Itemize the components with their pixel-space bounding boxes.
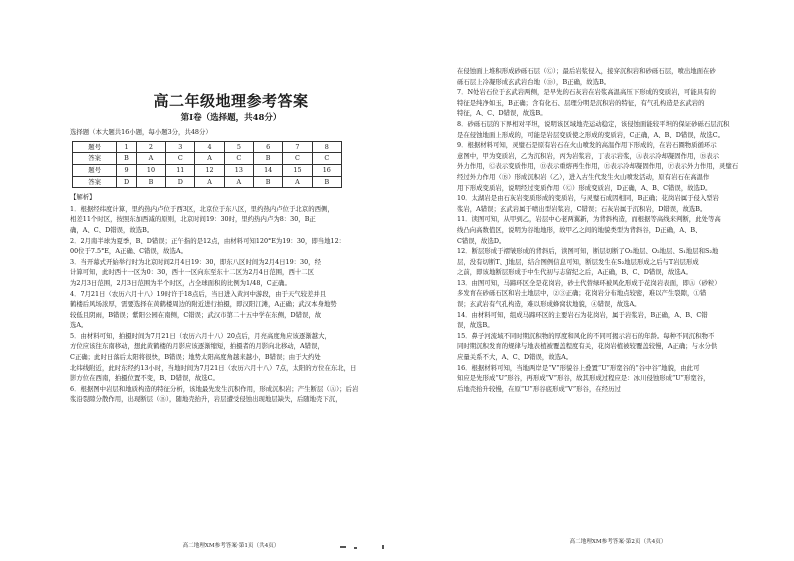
explanation-heading: 【解析】 xyxy=(70,193,96,202)
explanation-line: 较低且阴雨，B错误；紫阳公园在南侧，C错误；武汉市第二十五中学在东侧，D错误，故 xyxy=(70,310,322,319)
explanation-line: 浆岩，A错误；玄武岩属于喷出型岩浆岩，C错误；石灰岩属于沉积岩，D错误，故选B。 xyxy=(457,204,707,213)
table-cell: A xyxy=(195,153,224,165)
explanation-line: 意图中，甲为变质岩，乙为沉积岩，丙为岩浆岩，丁表示岩浆，Ⓐ表示冷却凝固作用，Ⓑ表示 xyxy=(457,151,720,160)
explanation-line: 在侵蚀面上堆积形成砂砾石层（Ⓒ）；最后岩浆侵入，接穿沉积岩和砂砾石层，喷出地面在砂 xyxy=(457,67,716,75)
table-cell: C xyxy=(283,153,312,165)
table-row xyxy=(73,164,342,176)
table-cell: A xyxy=(136,153,165,165)
explanation-line: 知应是先形成“U”形谷，再形成“V”形谷，故其形成过程应是：冰川侵蚀形成“U”形宽谷， xyxy=(457,374,710,383)
table-cell: 8 xyxy=(312,141,341,153)
table-row xyxy=(73,153,342,165)
explanation-line: 12．断层形成于褶皱形成的背斜后，读图可知，断层切断了O₂地层、O₂地层、S₁地层和S₂地 xyxy=(457,247,719,256)
table-cell: B xyxy=(254,176,283,188)
section-note: 选择题（本大题共16小题，每小题3分，共48分） xyxy=(70,128,212,137)
explanation-line: 误，故选B。 xyxy=(457,321,494,330)
explanation-line: 00位于7.5°E，A正确、C错误，故选A。 xyxy=(70,247,187,256)
table-cell: D xyxy=(117,176,137,188)
page-title: 高二年级地理参考答案 xyxy=(153,92,309,110)
explanation-line: 方位应该往东南移动，想此黄鹤楼的月影应该逐渐缩短，拍摄者的月影向北移动，A错误， xyxy=(70,342,324,351)
table-cell: 13 xyxy=(224,164,253,176)
explanation-line: 选A。 xyxy=(70,321,88,330)
explanation-line: 层，没有切断T、J地层，结合图例信息可知，断层发生在S₂地层形成之后与T岩层形成 xyxy=(457,257,699,266)
table-cell: C xyxy=(224,153,253,165)
table-cell: B xyxy=(117,153,137,165)
explanation-line: C正确；此时日落后太阳将很快，B错误；地势太阳高度角越来越小，B错误；由于大约处 xyxy=(70,353,321,362)
explanation-list-left xyxy=(70,204,392,405)
explanation-line: 13．由图可知，马蹄环区全是花岗岩，砂土代替绿环被风化形成于花岗岩表面，即Ⓐ（砂粒） xyxy=(457,278,721,287)
table-cell: 11 xyxy=(166,164,195,176)
explanation-line: 5．由材料可知，拍摄时间为7月21日（农历六月十八）20点后，月亮高度角应该逐渐越大， xyxy=(70,331,331,340)
explanation-line: 确，A、C、D错误，故选B。 xyxy=(70,225,154,234)
explanation-line: 经过外力作用（Ⓑ）形成沉积岩（乙），进入古生代发生火山喷发活动，原有岩石在高温作 xyxy=(457,172,710,181)
explanation-line: 多发育在砂砾石区和岩土地层中，②③正确；花岗岩分布地点较密，难以产生裂隙，①错 xyxy=(457,289,707,298)
explanation-line: 是在侵蚀地面上形成的，可能是岩层变质使之形成的变质岩，C正确，A、B、D错误，故选C。 xyxy=(457,130,725,139)
explanation-line: 误；玄武岩有气孔构造，难以形成蜂窝状地貌，④错误，故选A。 xyxy=(457,300,641,309)
explanation-line: 4．7月21日（农历六月十八）19时许于18点后，当日进入黄河中游段，由于天气较差并且 xyxy=(70,289,327,298)
explanation-line: 用下形成变质岩，说明经过变质作用（Ⓒ）形成变质岩，D正确，A、B、C错误，故选D。 xyxy=(457,183,712,192)
explanation-line: 后地壳抬升较慢，在原“U”形谷底形成“V”形谷，在经历过 xyxy=(457,384,621,393)
section-subtitle: 第Ⅰ卷（选择题，共48分） xyxy=(180,112,282,123)
table-cell: D xyxy=(166,176,195,188)
explanation-line: 9．根据材料可知，灵璧石是原有岩石在火山喷发的高温作用下形成的，在岩石圈物质循环示 xyxy=(457,141,717,150)
explanation-line: 15．鼻子河流域不同时期沉积物的厚度和风化的不同可揭示岩石的年龄。每种不同沉积物不 xyxy=(457,331,715,340)
scan-mark xyxy=(382,545,384,549)
table-cell: 2 xyxy=(136,141,165,153)
explanation-line: 特征是纯净如玉，B正确；含有化石、层理分明是沉积岩的特征，有气孔构造是玄武岩的 xyxy=(457,98,705,107)
table-cell: 1 xyxy=(117,141,137,153)
explanation-line: 16．根据材料可知，当地两岸是“V”形貌谷上叠置“U”形宽谷的“谷中谷”地貌，由此可 xyxy=(457,363,700,372)
explanation-line: 北纬线附近，此时东经约13小时，当地时间为7月21日（农历六月十八）7点，太阳的方位在东北，日 xyxy=(70,363,357,372)
table-cell: 答案 xyxy=(73,153,117,165)
explanation-line: 特征，A、C、D错误，故选B。 xyxy=(457,109,547,118)
explanation-line: 相差11个时区，按照东加西减的原则，北京时间19：30时，里约热内卢为8：30，B正 xyxy=(70,215,316,224)
explanation-line: 鹤楼后风场浓厚，需要选择在黄鹤楼周边的附近进行拍摄，即汉阳江滩，A正确；武汉本身地势 xyxy=(70,300,337,309)
explanation-line: 6．根据图中岩层和地质构造的特征分析，该地最先发生沉积作用，形成沉积岩；产生断层（Ⓐ）；后岩 xyxy=(70,384,359,393)
table-cell: C xyxy=(166,153,195,165)
table-cell: 题号 xyxy=(73,164,117,176)
table-cell: 10 xyxy=(136,164,165,176)
table-cell: 16 xyxy=(312,164,341,176)
table-cell: B xyxy=(254,153,283,165)
table-cell: 题号 xyxy=(73,141,117,153)
answer-table xyxy=(72,141,342,188)
table-cell: 5 xyxy=(224,141,253,153)
table-cell: 9 xyxy=(117,164,137,176)
explanation-line: 14．由材料可知，组成马蹄环区的主要岩石为花岗岩，属于岩浆岩，B正确，A、B、C错 xyxy=(457,310,708,319)
table-cell: 7 xyxy=(283,141,312,153)
table-cell: 4 xyxy=(195,141,224,153)
table-cell: B xyxy=(136,176,165,188)
explanation-line: 外力作用，Ⓒ表示变质作用，Ⓓ表示重熔再生作用，Ⓔ表示冷却凝固作用，Ⓕ表示外力作用，灵璧石 xyxy=(457,162,739,171)
explanation-line: 10．太湖岩是由石灰岩变质形成的变质岩，与灵璧石成因相同，B正确；花岗岩属于侵入型岩 xyxy=(457,194,720,203)
table-cell: A xyxy=(224,176,253,188)
table-cell: A xyxy=(195,176,224,188)
page-footer: 高二地理XM参考答案·第1页（共4页） xyxy=(182,543,280,550)
explanation-line: 影方位在西南，拍摄位置不变，B、D错误，故选C。 xyxy=(70,374,219,383)
table-cell: 3 xyxy=(166,141,195,153)
explanation-line: 2．2月南半球为夏季，B、D错误；正午指的是12点，由材料可知120°E为19：30，即当地12： xyxy=(70,236,346,245)
explanation-line: 线凸向高数值区，说明为谷地地形，故甲乙之间的地貌类型为背斜谷，D正确，A、B、 xyxy=(457,225,702,234)
table-cell: 14 xyxy=(254,164,283,176)
explanation-line: 应量关系不大，A、C、D错误，故选A。 xyxy=(457,353,573,362)
table-cell: A xyxy=(283,176,312,188)
explanation-line: 计算可知，此时西十一区为0：30，西十一区向东至东十二区为2月4日范围，西十二区 xyxy=(70,268,314,277)
explanation-line: 7．N处岩石位于玄武岩两侧，是早先的石灰岩在岩浆高温高压下形成的变质岩，可能具有的 xyxy=(457,88,716,97)
explanation-line: 同时期沉积发育的规律与地表植被覆盖程度有关，花岗岩植被较覆盖较慢，A正确；与水分供 xyxy=(457,342,718,351)
explanation-line: 3．当开幕式开始举行时为北京时间2月4日19：30，即东八区时间为2月4日19：30，经 xyxy=(70,257,321,266)
table-cell: 15 xyxy=(283,164,312,176)
table-cell: B xyxy=(312,176,341,188)
explanation-line: C错误，故选D。 xyxy=(457,236,506,245)
page-footer: 高二地理XM参考答案·第2页（共4页） xyxy=(569,539,667,546)
scan-marks xyxy=(340,546,400,552)
table-cell: 12 xyxy=(195,164,224,176)
page-left xyxy=(70,70,392,550)
explanation-line: 1．根据经纬度计算，里约热内卢位于西3区，北京位于东八区，里约热内卢位于北京的西侧， xyxy=(70,204,334,213)
explanation-line: 浆沿裂隙分散作用，出现断层（Ⓑ），随地壳抬升，岩层遭受侵蚀出现地层缺失，后随地壳下沉， xyxy=(70,395,342,404)
table-cell: C xyxy=(312,153,341,165)
explanation-line: 8．砂砾石层的下界相对平坦，说明该区域地壳运动稳定，该侵蚀面能较平坦的保证砂砾石层沉积 xyxy=(457,119,730,128)
explanation-line: 之前，即该地断层形成于中生代初与志留纪之后，A正确，B、C、D错误，故选A。 xyxy=(457,268,692,277)
table-cell: 答案 xyxy=(73,176,117,188)
page-right xyxy=(457,66,779,546)
scan-mark xyxy=(340,546,346,548)
table-row xyxy=(73,176,342,188)
scan-mark xyxy=(354,547,357,549)
table-cell: 6 xyxy=(254,141,283,153)
explanation-line: 11．读图可知，从甲到乙，岩层中心老两翼新，为背斜构造，而根据等高线来判断，此处等高 xyxy=(457,215,721,224)
explanation-line: 砾石层上冷凝形成玄武岩台地（Ⓓ），B正确，故选B。 xyxy=(457,77,611,86)
explanation-list-right xyxy=(457,66,779,394)
table-row xyxy=(73,141,342,153)
explanation-line: 为2月3日范围，2月3日范围为半个时区，占全球面积的比例为1/48，C正确。 xyxy=(70,278,291,287)
